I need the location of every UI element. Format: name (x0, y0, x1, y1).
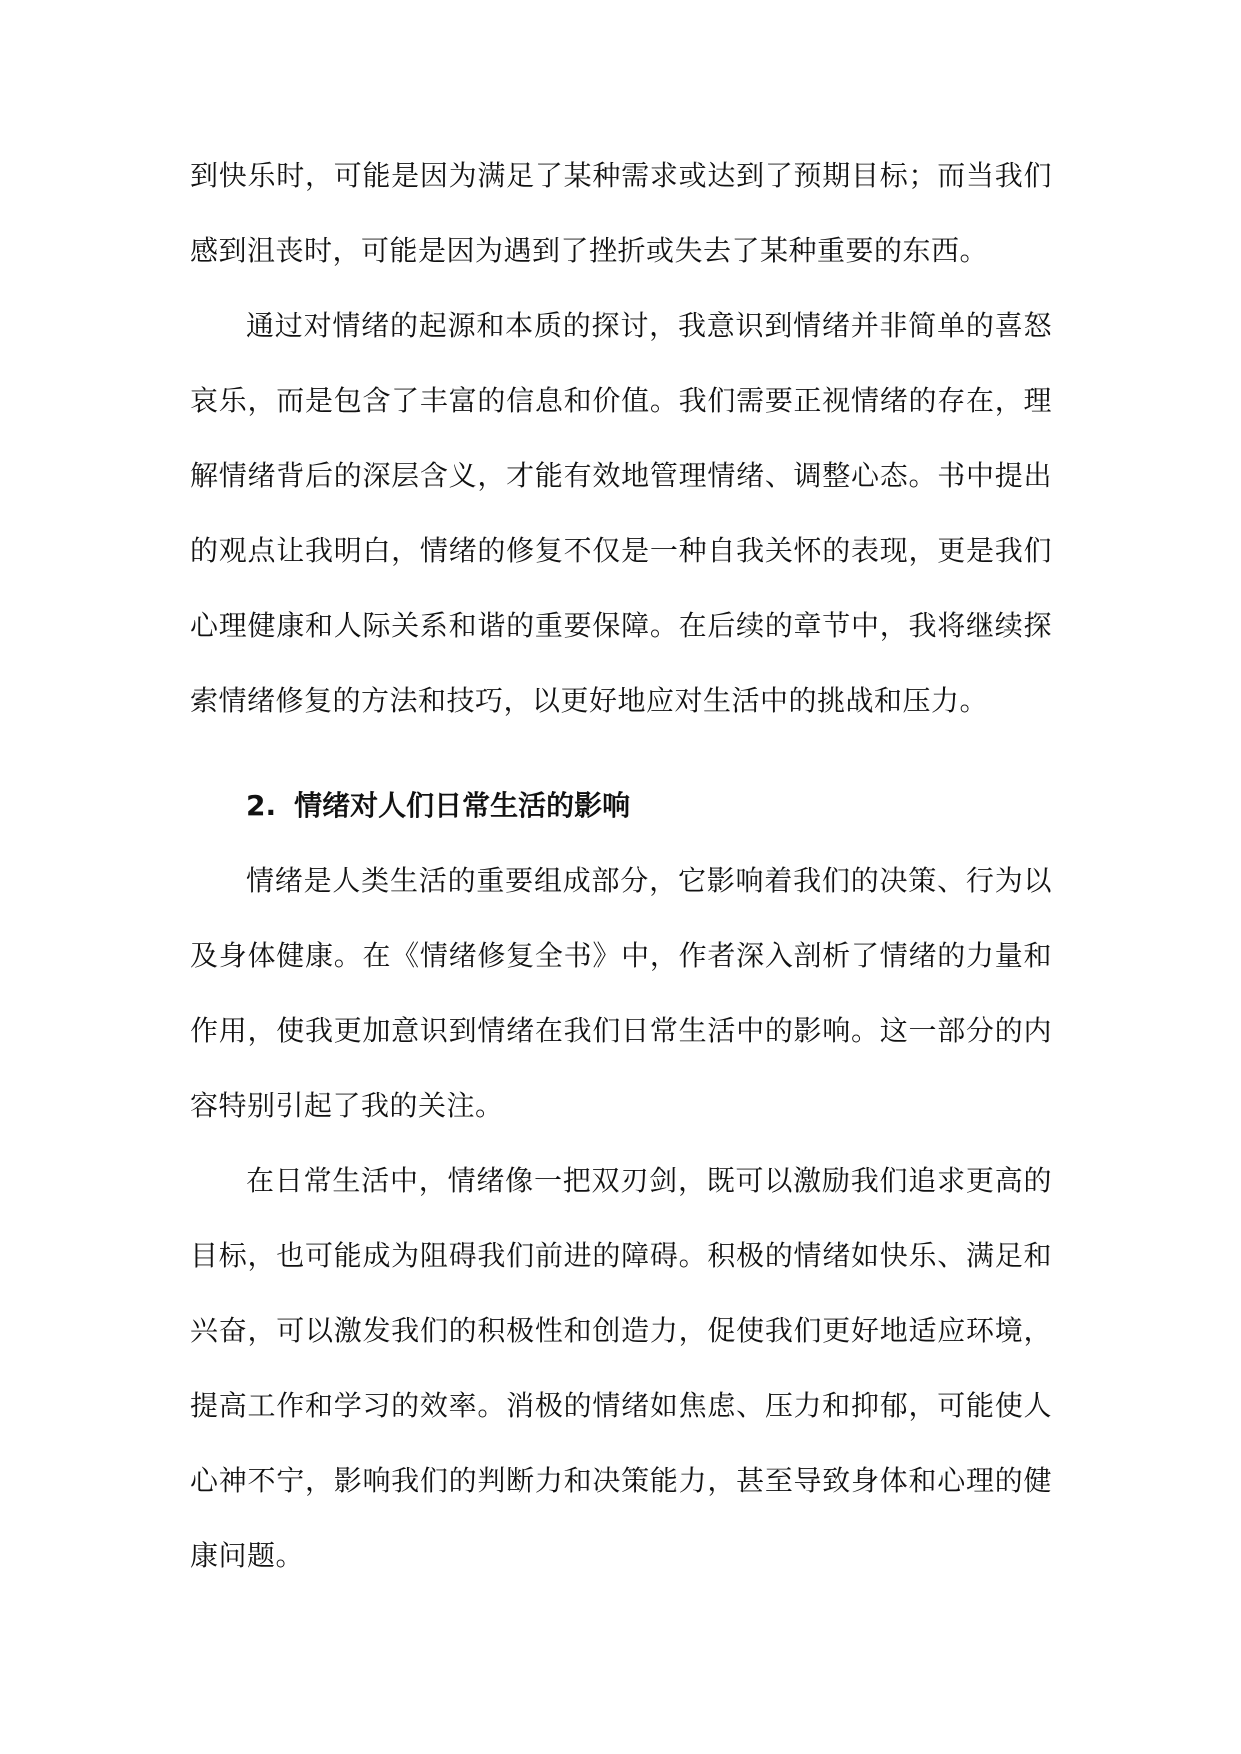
document-body (190, 138, 1052, 1593)
paragraph-emotion-importance: 情绪是人类生活的重要组成部分，它影响着我们的决策、行为以及身体健康。在《情绪修复全书》中，作者深入剖析了情绪的力量和作用，使我更加意识到情绪在我们日常生活中的影响。这一部分的内容特别引起了我的关注。 (190, 864, 1052, 1122)
paragraph-continuation: 到快乐时，可能是因为满足了某种需求或达到了预期目标；而当我们感到沮丧时，可能是因为遇到了挫折或失去了某种重要的东西。 (190, 159, 1052, 267)
section-number: 2. (246, 789, 277, 822)
paragraph-emotion-origin: 通过对情绪的起源和本质的探讨，我意识到情绪并非简单的喜怒哀乐，而是包含了丰富的信息和价值。我们需要正视情绪的存在，理解情绪背后的深层含义，才能有效地管理情绪、调整心态。书中提出的观点让我明白，情绪的修复不仅是一种自我关怀的表现，更是我们心理健康和人际关系和谐的重要保障。在后续的章节中，我将继续探索情绪修复的方法和技巧，以更好地应对生活中的挑战和压力。 (190, 309, 1052, 717)
section-heading (190, 768, 1052, 843)
section-title: 情绪对人们日常生活的影响 (294, 789, 631, 822)
paragraph-double-edged-sword: 在日常生活中，情绪像一把双刃剑，既可以激励我们追求更高的目标，也可能成为阻碍我们前进的障碍。积极的情绪如快乐、满足和兴奋，可以激发我们的积极性和创造力，促使我们更好地适应环境，提高工作和学习的效率。消极的情绪如焦虑、压力和抑郁，可能使人心神不宁，影响我们的判断力和决策能力，甚至导致身体和心理的健康问题。 (190, 1164, 1052, 1572)
